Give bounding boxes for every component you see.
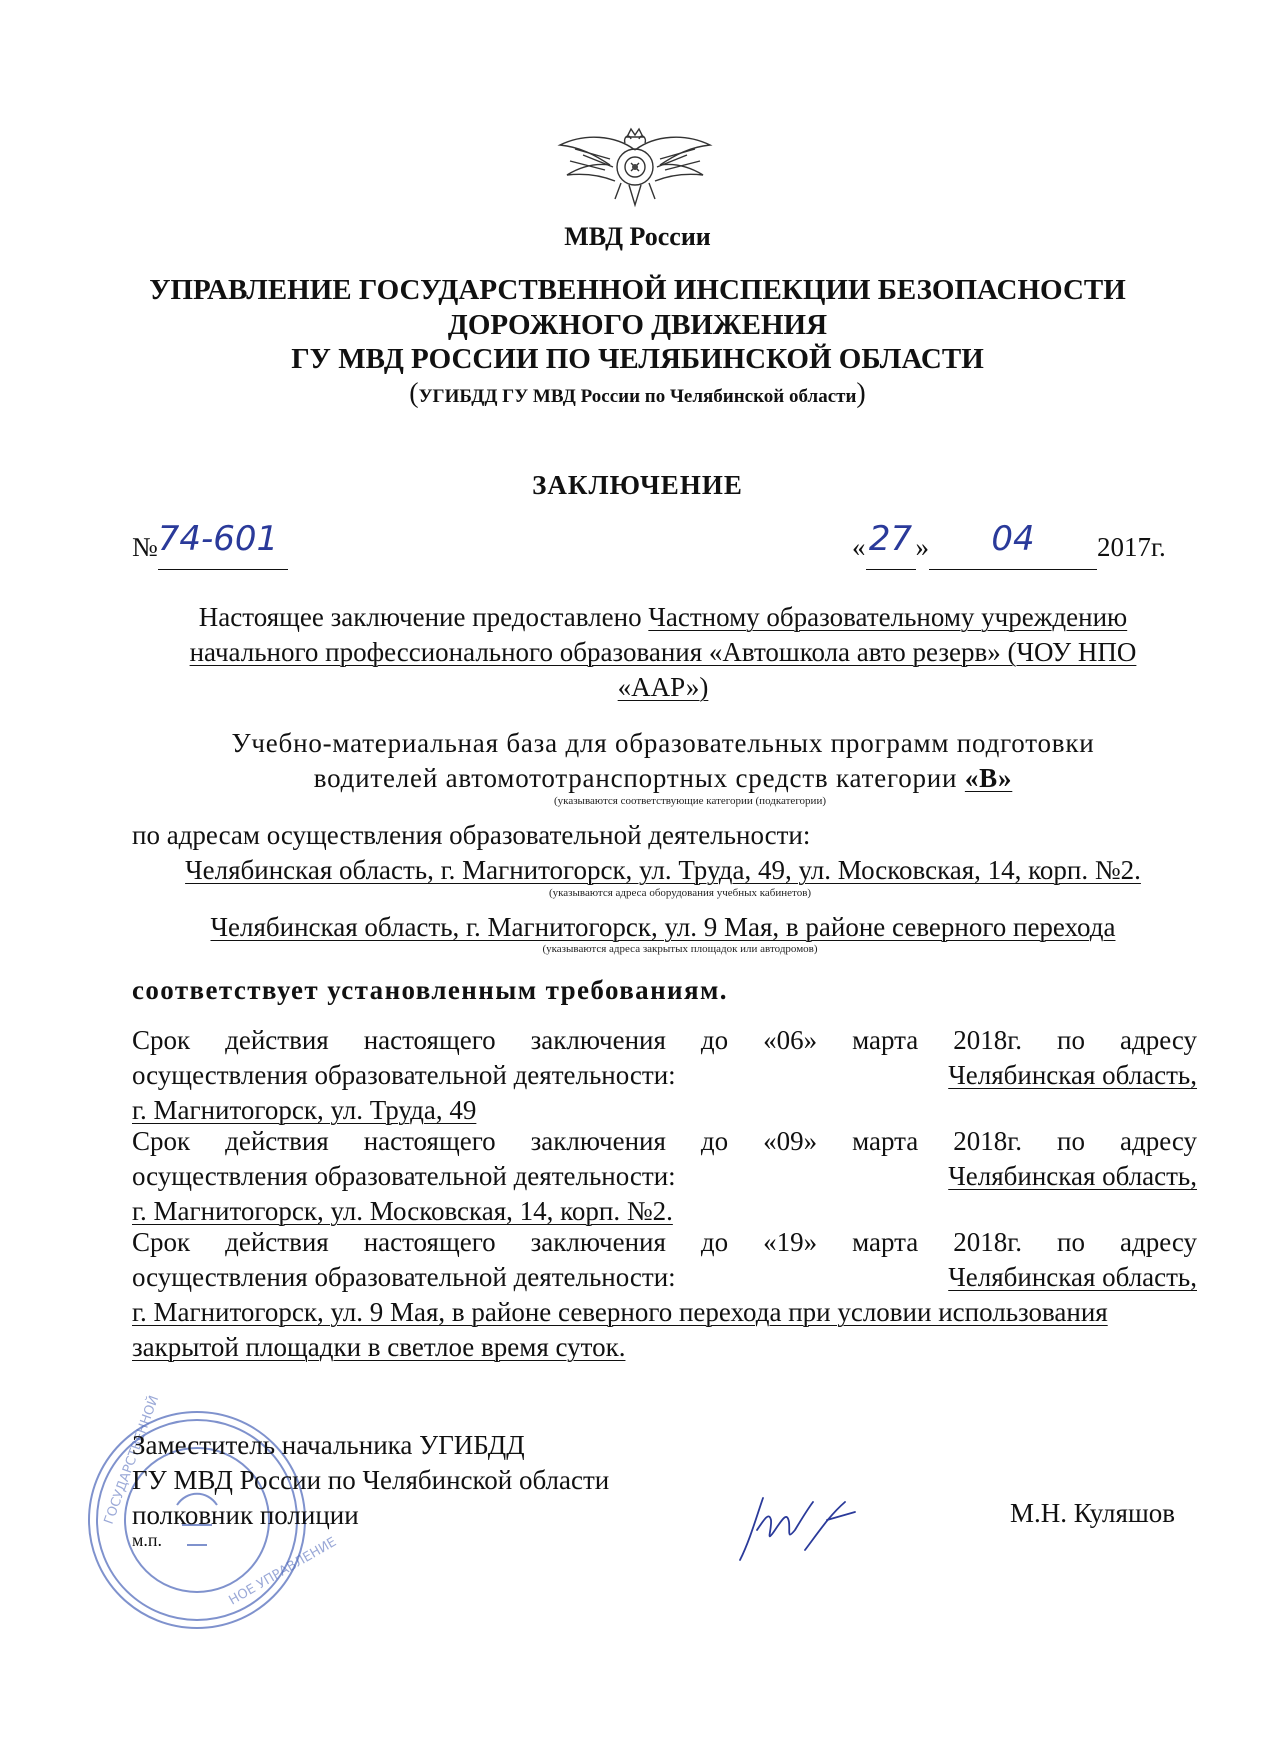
recipient-line3: «ААР»): [617, 672, 709, 702]
document-number: [132, 519, 288, 566]
grounds-caption: (указываются адреса закрытых площадок или автодромов): [542, 943, 818, 955]
document-title: ЗАКЛЮЧЕНИЕ: [532, 470, 743, 500]
signatory-position2: ГУ МВД России по Челябинской области: [132, 1465, 610, 1495]
date-day: 27: [868, 519, 913, 559]
signatory-rank: полковник полиции: [132, 1500, 359, 1530]
recipient-line1: Частному образовательному учреждению: [648, 602, 1128, 632]
date-year: 2017г.: [1097, 532, 1166, 562]
svg-text:ГОСУДАРСТВЕННОЙ: ГОСУДАРСТВЕННОЙ: [101, 1393, 163, 1527]
org-short-name: (УГИБДД ГУ МВД России по Челябинской области): [409, 378, 866, 409]
number-prefix: №: [132, 532, 158, 562]
classrooms-caption: (указываются адреса оборудования учебных кабинетов): [548, 887, 812, 899]
document-date: «27 » 04 2017г.: [852, 525, 1166, 566]
classrooms-address: Челябинская область, г. Магнитогорск, ул. Труда, 49, ул. Московская, 14, корп. №2.: [185, 855, 1141, 885]
signatory-name: М.Н. Куляшов: [1010, 1498, 1175, 1528]
conclusion-text: соответствует установленным требованиям.: [132, 975, 728, 1005]
ministry-name: МВД России: [564, 222, 711, 251]
recipient-line2: начального профессионального образования «Автошкола авто резерв» (ЧОУ НПО: [189, 637, 1137, 667]
org-name-line2: ДОРОЖНОГО ДВИЖЕНИЯ: [447, 309, 828, 341]
mvd-emblem-icon: [555, 115, 715, 215]
signatory-block: [132, 1428, 609, 1533]
validity-block-3: Срок действия настоящего заключения до «19» марта 2018г. по адресу осуществления образовательной деятельности: Челябинская область, г. Магнитогорск, ул. 9 Мая, в районе северного перехода при условии использования закрытой площадки в светлое время суток.: [132, 1227, 1197, 1362]
category-value: «В»: [964, 763, 1013, 793]
grounds-address: Челябинская область, г. Магнитогорск, ул. 9 Мая, в районе северного перехода: [210, 912, 1116, 942]
intro-paragraph: Настоящее заключение предоставлено Частному образовательному учреждению начального профессионального образования «Автошкола авто резерв» (ЧОУ НПО «ААР»): [132, 600, 1194, 705]
svg-text:НОЕ УПРАВЛЕНИЕ: НОЕ УПРАВЛЕНИЕ: [226, 1534, 340, 1609]
number-handwritten: 74-601: [157, 519, 279, 559]
base-paragraph: Учебно-материальная база для образовательных программ подготовки водителей автомототранспортных средств категории «В»: [231, 728, 1095, 793]
validity-block-2: Срок действия настоящего заключения до «09» марта 2018г. по адресу осуществления образовательной деятельности: Челябинская область, г. Магнитогорск, ул. Московская, 14, корп. №2.: [132, 1126, 1197, 1226]
handwritten-signature: [735, 1490, 865, 1570]
addresses-intro: по адресам осуществления образовательной деятельности:: [132, 820, 811, 850]
seal-label: м.п.: [132, 1530, 163, 1550]
org-name-line1: УПРАВЛЕНИЕ ГОСУДАРСТВЕННОЙ ИНСПЕКЦИИ БЕЗОПАСНОСТИ: [149, 274, 1126, 306]
category-caption: (указываются соответствующие категории (подкатегории): [553, 795, 826, 807]
validity-block-1: Срок действия настоящего заключения до «06» марта 2018г. по адресу осуществления образовательной деятельности: Челябинская область, г. Магнитогорск, ул. Труда, 49: [132, 1025, 1197, 1125]
org-name-line3: ГУ МВД РОССИИ ПО ЧЕЛЯБИНСКОЙ ОБЛАСТИ: [291, 343, 984, 375]
signatory-position1: Заместитель начальника УГИБДД: [132, 1430, 525, 1460]
date-month: 04: [991, 519, 1035, 559]
